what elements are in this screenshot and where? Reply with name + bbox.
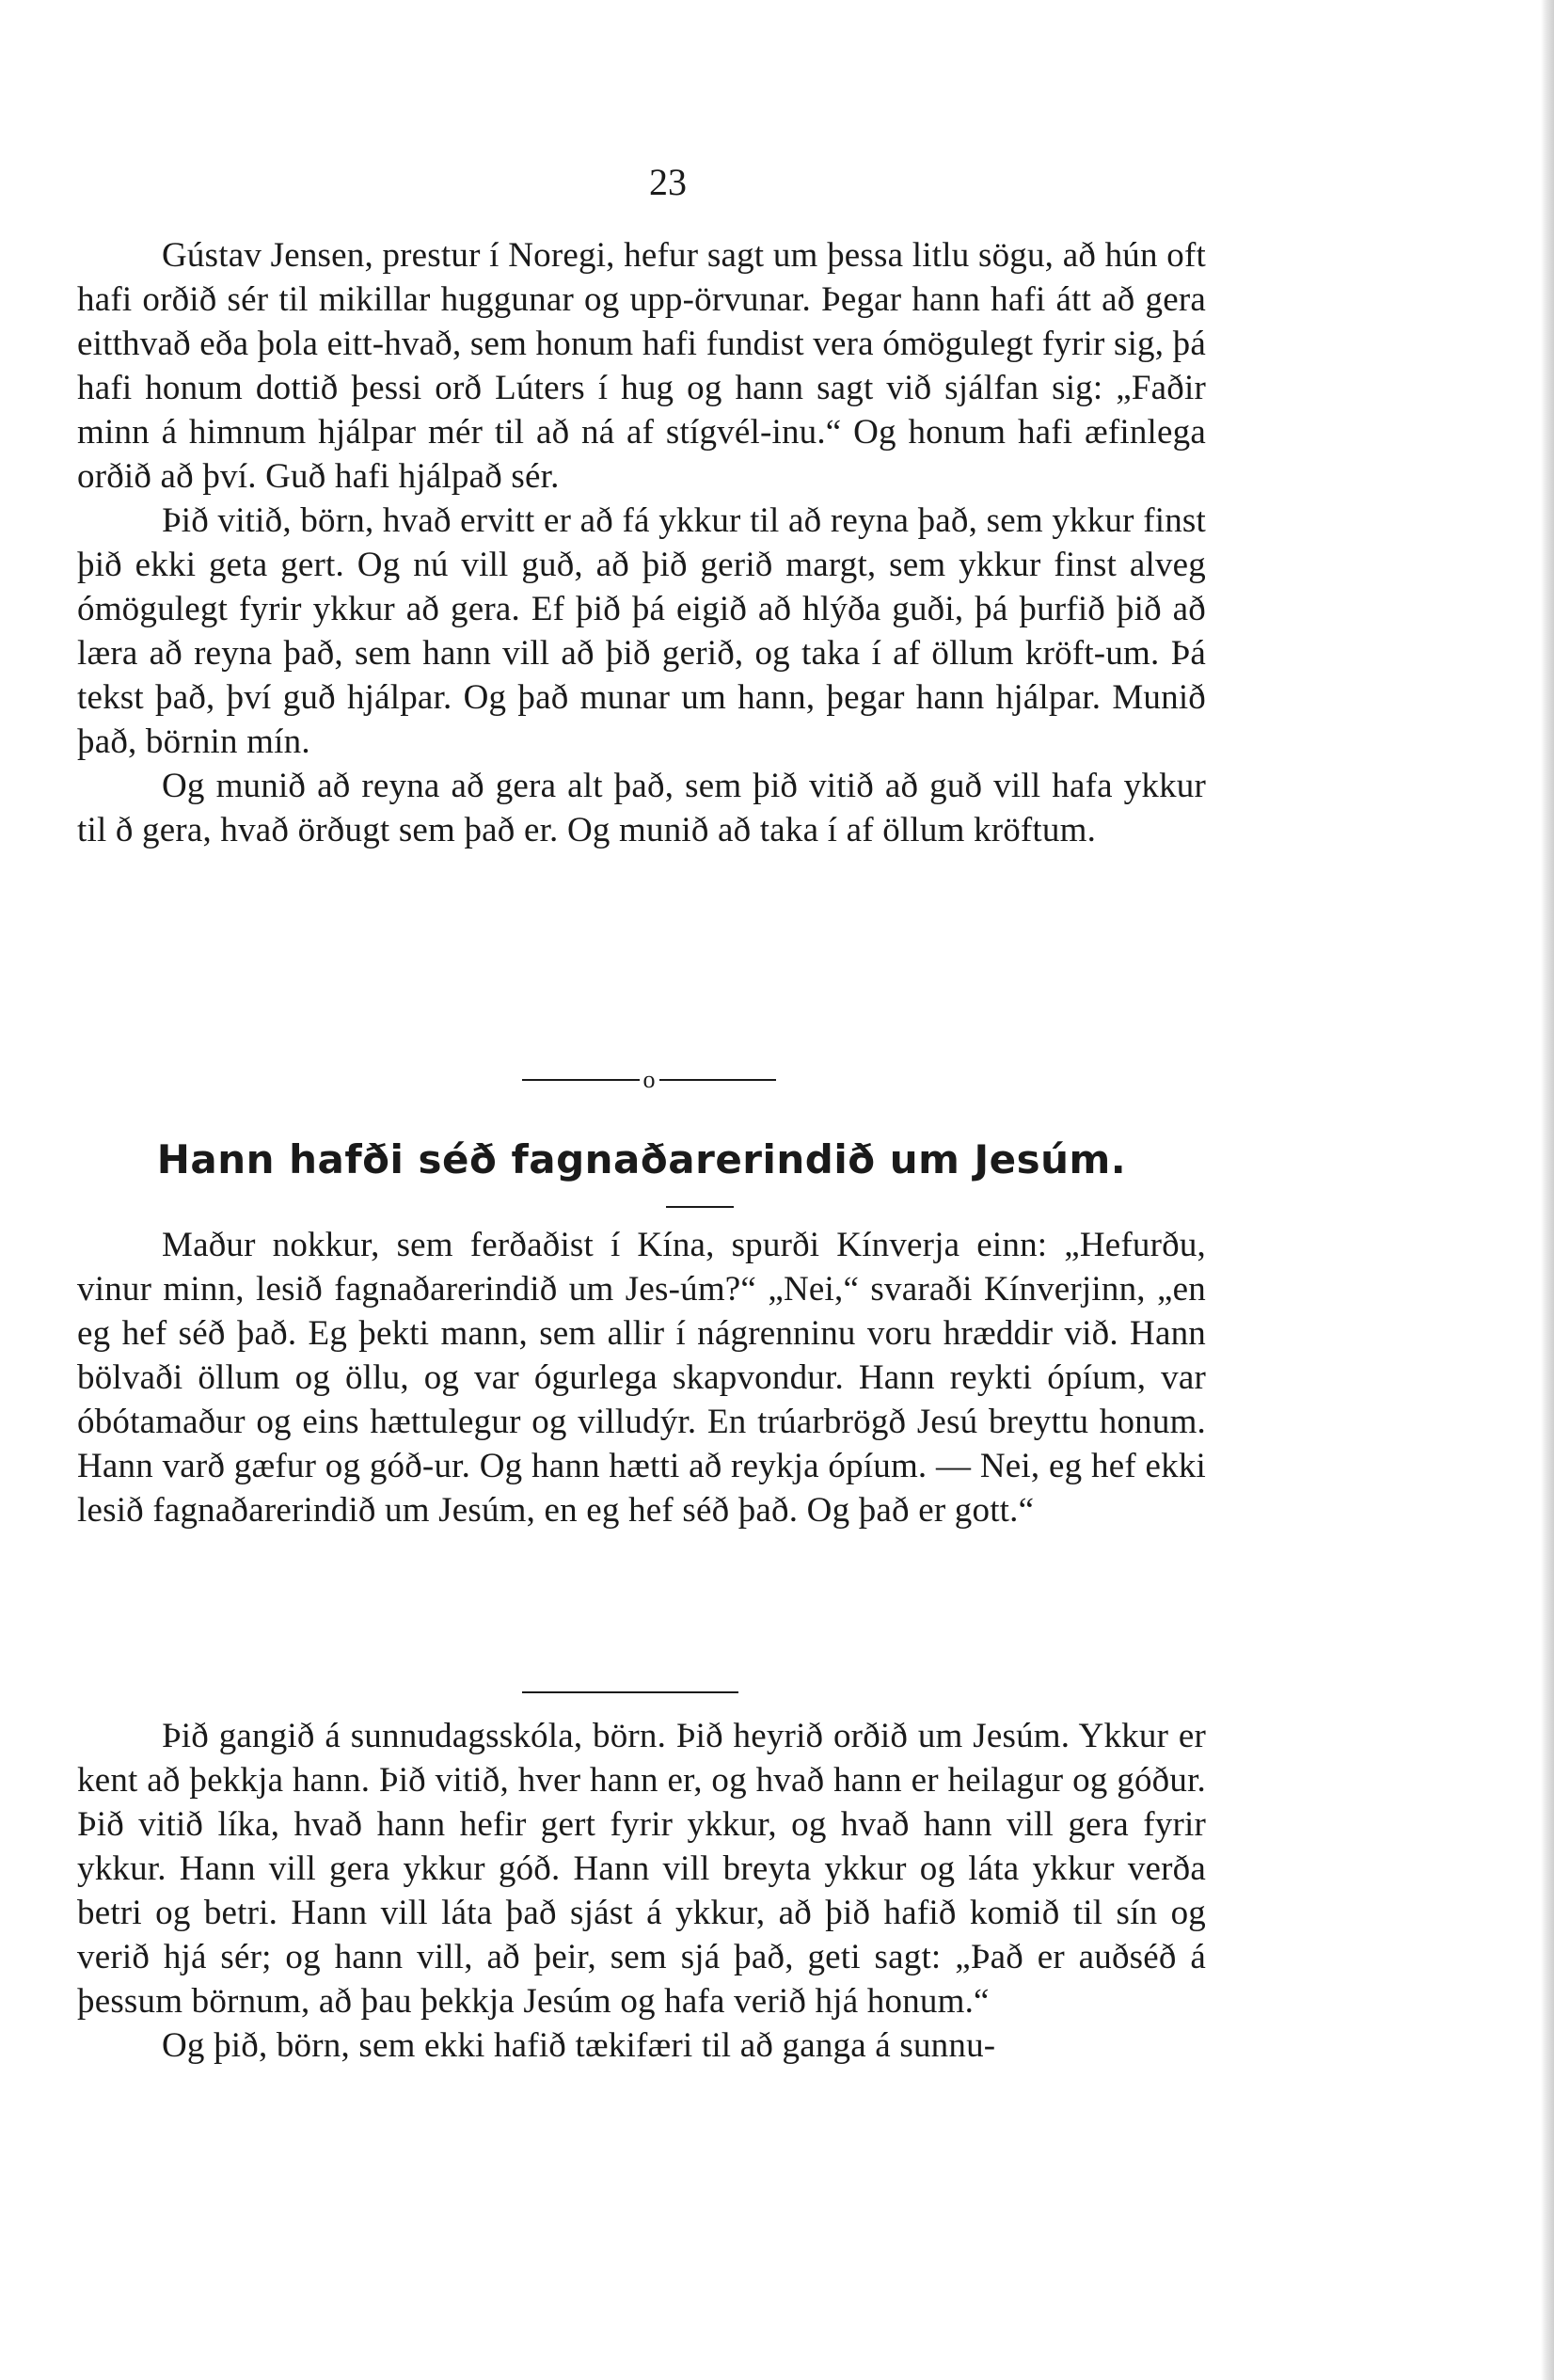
paragraph-1: Gústav Jensen, prestur í Noregi, hefur sagt um þessa litlu sögu, að hún oft hafi orðið sér til mikillar huggunar og upp-örvunar. Þegar hann hafi átt að gera eitthvað eða þola eitt-hvað, sem honum hafi fundist vera ómögulegt fyrir sig, þá hafi honum dottið þessi orð Lúters í hug og hann sagt við sjálfan sig: „Faðir minn á himnum hjálpar mér til að ná af stígvél-inu.“ Og honum hafi æfinlega orðið að því. Guð hafi hjálpað sér. [77, 236, 1206, 496]
page-edge-shadow [1541, 0, 1554, 2380]
divider-mark: o [642, 1066, 656, 1093]
paragraph-4: Maður nokkur, sem ferðaðist í Kína, spurði Kínverja einn: „Hefurðu, vinur minn, lesið fagnaðarerindið um Jes-úm?“ „Nei,“ svaraði Kínverjinn, „en eg hef séð það. Eg þekti mann, sem allir í nágrenninu voru hræddir við. Hann bölvaði öllum og öllu, og var ógurlega skapvondur. Hann reykti ópíum, var óbótamaður og eins hættulegur og villudýr. En trúarbrögð Jesú breyttu honum. Hann varð gæfur og góð-ur. Og hann hætti að reykja ópíum. — Nei, eg hef ekki lesið fagnaðarerindið um Jesúm, en eg hef séð það. Og það er gott.“ [77, 1226, 1206, 1530]
heading-rule [666, 1206, 734, 1208]
short-divider [522, 1691, 738, 1693]
article-heading: Hann hafði séð fagnaðarerindið um Jesúm. [156, 1136, 1127, 1182]
paragraph-3: Og munið að reyna að gera alt það, sem þið vitið að guð vill hafa ykkur til ð gera, hvað örðugt sem það er. Og munið að taka í af öllum kröftum. [77, 767, 1206, 849]
section-divider [522, 1061, 776, 1099]
section-1 [77, 233, 1206, 852]
paragraph-2: Þið vitið, börn, hvað ervitt er að fá ykkur til að reyna það, sem ykkur finst þið ekki geta gert. Og nú vill guð, að þið gerið margt, sem ykkur finst alveg ómögulegt fyrir ykkur að gera. Ef þið þá eigið að hlýða guði, þá þurfið þið að læra að reyna það, sem hann vill að þið gerið, og taka í af öllum kröft-um. Þá tekst það, því guð hjálpar. Og það munar um hann, þegar hann hjálpar. Munið það, börnin mín. [77, 501, 1206, 761]
divider-line-right [659, 1079, 777, 1081]
section-3 [77, 1714, 1206, 2068]
paragraph-5: Þið gangið á sunnudagsskóla, börn. Þið heyrið orðið um Jesúm. Ykkur er kent að þekkja hann. Þið vitið, hver hann er, og hvað hann er heilagur og góður. Þið vitið líka, hvað hann hefir gert fyrir ykkur, og hvað hann vill gera fyrir ykkur. Hann vill gera ykkur góð. Hann vill breyta ykkur og láta ykkur verða betri og betri. Hann vill láta það sjást á ykkur, að þið hafið komið til sín og verið hjá sér; og hann vill, að þeir, sem sjá það, geti sagt: „Það er auðséð á þessum börnum, að þau þekkja Jesúm og hafa verið hjá honum.“ [77, 1717, 1206, 2021]
divider-line-left [522, 1079, 640, 1081]
section-2 [77, 1223, 1206, 1532]
page-number: 23 [649, 161, 687, 203]
paragraph-6: Og þið, börn, sem ekki hafið tækifæri til að ganga á sunnu- [162, 2026, 996, 2065]
